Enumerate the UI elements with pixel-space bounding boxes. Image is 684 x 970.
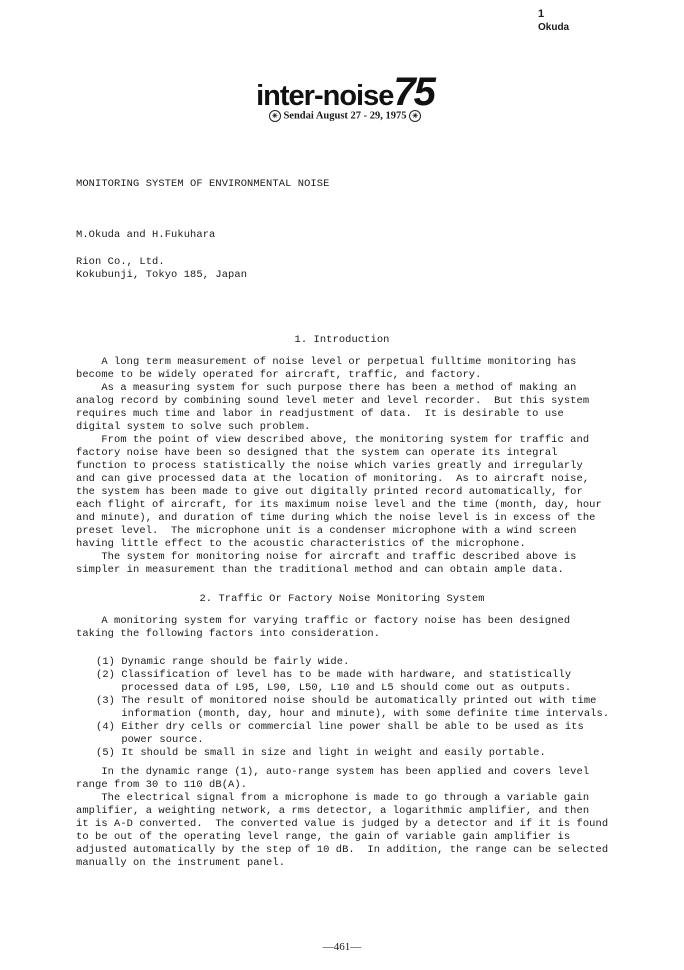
conference-subtitle-row — [240, 110, 450, 122]
text-line: it is A-D converted. The converted value is judged by a detector and if it is found — [76, 818, 609, 830]
paper-authors: M.Okuda and H.Fukuhara — [76, 229, 216, 241]
text-line: (3) The result of monitored noise should be automatically printed out with time — [96, 695, 597, 707]
text-line: (5) It should be small in size and light in weight and easily portable. — [96, 747, 546, 759]
author-tag: Okuda — [538, 22, 570, 33]
text-line: power source. — [96, 734, 204, 746]
conference-subtitle: Sendai August 27 - 29, 1975 — [283, 110, 407, 122]
text-line: From the point of view described above, the monitoring system for traffic and — [76, 434, 590, 446]
section2-body — [76, 615, 570, 641]
factor-list — [96, 656, 609, 760]
text-line: preset level. The microphone unit is a condenser microphone with a wind screen — [76, 525, 577, 537]
text-line: become to be widely operated for aircraft, traffic, and factory. — [76, 369, 482, 381]
emblem-icon: ✳ — [409, 110, 421, 122]
paper-title: MONITORING SYSTEM OF ENVIRONMENTAL NOISE — [76, 178, 330, 190]
text-line: A monitoring system for varying traffic or factory noise has been designed — [76, 615, 571, 627]
section2-continued — [76, 766, 608, 870]
emblem-icon: ✳ — [269, 110, 281, 122]
text-line: (1) Dynamic range should be fairly wide. — [96, 656, 350, 668]
text-line: adjusted automatically by the step of 10 dB. In addition, the range can be selected — [76, 844, 609, 856]
affiliation-line: Kokubunji, Tokyo 185, Japan — [76, 269, 248, 281]
text-line: processed data of L95, L90, L50, L10 and L5 should come out as outputs. — [96, 682, 572, 694]
text-line: each flight of aircraft, for its maximum noise level and the time (month, day, hour — [76, 499, 602, 511]
text-line: amplifier, a weighting network, a rms detector, a logarithmic amplifier, and then — [76, 805, 590, 817]
text-line: digital system to solve such problem. — [76, 421, 311, 433]
text-line: A long term measurement of noise level or perpetual fulltime monitoring has — [76, 356, 577, 368]
text-line: As a measuring system for such purpose there has been a method of making an — [76, 382, 577, 394]
page-number-top: 1 — [538, 8, 545, 20]
text-line: and can give processed data at the location of monitoring. As to aircraft noise, — [76, 473, 590, 485]
text-line: the system has been made to give out digitally printed record automatically, for — [76, 486, 583, 498]
text-line: taking the following factors into consideration. — [76, 628, 381, 640]
text-line: information (month, day, hour and minute), with some definite time intervals. — [96, 708, 610, 720]
section-heading: 2. Traffic Or Factory Noise Monitoring System — [199, 593, 485, 605]
text-line: function to process statistically the noise which varies greatly and irregularly — [76, 460, 583, 472]
text-line: requires much time and labor in readjustment of data. It is desirable to use — [76, 408, 564, 420]
page-number-bottom: —461— — [322, 941, 362, 953]
text-line: manually on the instrument panel. — [76, 857, 286, 869]
affiliation-line: Rion Co., Ltd. — [76, 256, 165, 268]
intro-body — [76, 356, 602, 577]
conference-logo — [240, 70, 450, 115]
text-line: The system for monitoring noise for aircraft and traffic described above is — [76, 551, 577, 563]
text-line: (2) Classification of level has to be made with hardware, and statistically — [96, 669, 572, 681]
text-line: The electrical signal from a microphone is made to go through a variable gain — [76, 792, 590, 804]
text-line: In the dynamic range (1), auto-range system has been applied and covers level — [76, 766, 590, 778]
text-line: to be out of the operating level range, the gain of variable gain amplifier is — [76, 831, 571, 843]
text-line: analog record by combining sound level meter and level recorder. But this system — [76, 395, 590, 407]
text-line: range from 30 to 110 dB(A). — [76, 779, 248, 791]
conference-year: 75 — [393, 70, 434, 114]
text-line: (4) Either dry cells or commercial line power shall be able to be used as its — [96, 721, 584, 733]
conference-name: inter-noise — [256, 80, 394, 112]
text-line: simpler in measurement than the traditional method and can obtain ample data. — [76, 564, 564, 576]
text-line: having little effect to the acoustic characteristics of the microphone. — [76, 538, 526, 550]
text-line: and minute), and duration of time during which the noise level is in excess of the — [76, 512, 596, 524]
section-heading: 1. Introduction — [294, 334, 390, 346]
text-line: factory noise have been so designed that the system can operate its integral — [76, 447, 558, 459]
